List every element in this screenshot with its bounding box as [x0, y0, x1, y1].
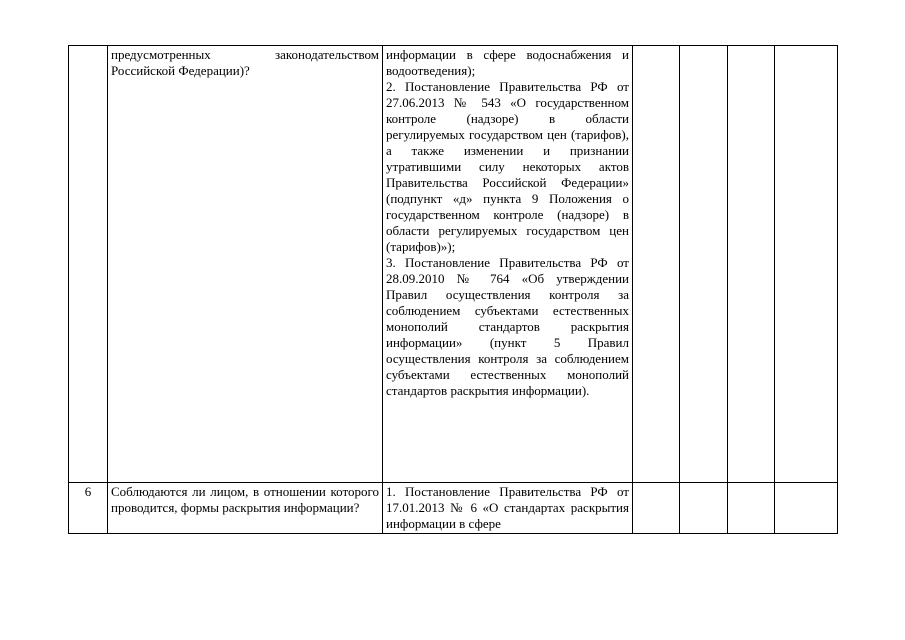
answer-cell-no	[680, 483, 728, 534]
checklist-table	[68, 45, 838, 534]
answer-cell-not-applicable	[728, 483, 775, 534]
requisites-cell	[383, 483, 633, 534]
table-row	[69, 483, 838, 534]
requisite-paragraph: информации в сфере водоснабжения и водоотведения);	[386, 47, 629, 78]
table-row	[69, 46, 838, 483]
row-number-cell: 6	[69, 483, 108, 534]
question-text: предусмотренных законодательством Российской Федерации)?	[111, 47, 379, 78]
question-cell	[108, 483, 383, 534]
answer-cell-yes	[633, 46, 680, 483]
question-text: Соблюдаются ли лицом, в отношении которого проводится, формы раскрытия информации?	[111, 484, 379, 515]
answer-cell-not-applicable	[728, 46, 775, 483]
requisite-paragraph: 2. Постановление Правительства РФ от 27.06.2013 № 543 «О государственном контроле (надзоре) в области регулируемых государством цен (тарифов), а также изменении и признании утратившими силу некоторых актов Правительства Российской Федерации» (подпункт «д» пункта 9 Положения о государственном контроле (надзоре) в области регулируемых государством цен (тарифов)»);	[386, 79, 629, 254]
row-number-cell	[69, 46, 108, 483]
answer-cell-note	[775, 483, 838, 534]
answer-cell-yes	[633, 483, 680, 534]
answer-cell-note	[775, 46, 838, 483]
requisite-paragraph: 3. Постановление Правительства РФ от 28.09.2010 № 764 «Об утверждении Правил осуществления контроля за соблюдением субъектами естественных монополий стандартов раскрытия информации» (пункт 5 Правил осуществления контроля за соблюдением субъектами естественных монополий стандартов раскрытия информации).	[386, 255, 629, 398]
question-cell	[108, 46, 383, 483]
requisite-paragraph: 1. Постановление Правительства РФ от 17.01.2013 № 6 «О стандартах раскрытия информации в сфере	[386, 484, 629, 531]
answer-cell-no	[680, 46, 728, 483]
requisites-cell	[383, 46, 633, 483]
